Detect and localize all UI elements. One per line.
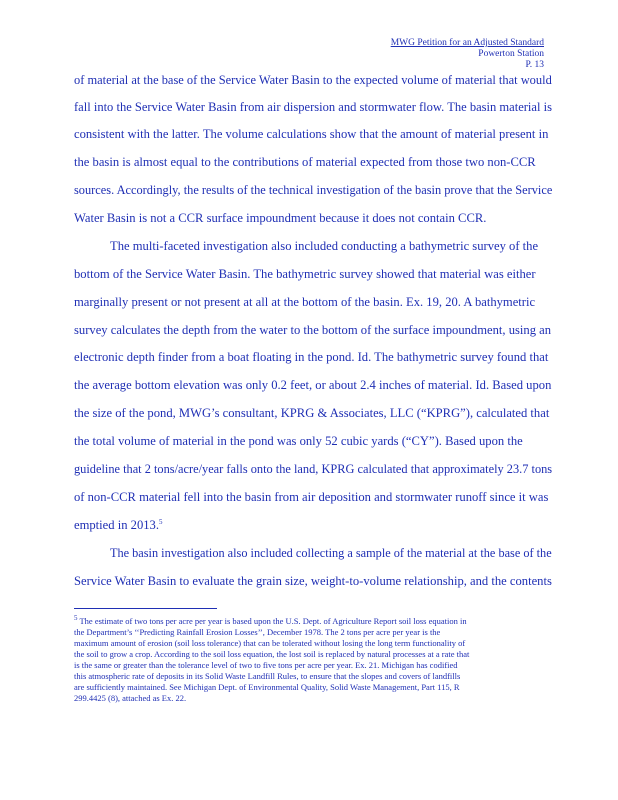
body-line: Water Basin is not a CCR surface impoundment because it does not contain CCR.	[74, 211, 487, 225]
body-line: the average bottom elevation was only 0.2 feet, or about 2.4 inches of material. Id. Based upon	[74, 378, 552, 392]
body-line: consistent with the latter. The volume calculations show that the amount of material present in	[74, 127, 549, 141]
footnote-number: 5	[74, 614, 78, 623]
body-line: the total volume of material in the pond was only 52 cubic yards (“CY”). Based upon the	[74, 434, 523, 448]
body-line: The multi-faceted investigation also included conducting a bathymetric survey of the	[110, 239, 539, 253]
body-line: survey calculates the depth from the water to the bottom of the surface impoundment, using an	[74, 323, 552, 337]
footnote-reference[interactable]: 5	[159, 517, 163, 526]
body-line: bottom of the Service Water Basin. The bathymetric survey showed that material was either	[74, 267, 536, 281]
body-line: marginally present or not present at all at the bottom of the basin. Ex. 19, 20. A bathymetric	[74, 295, 536, 309]
running-header-station: Powerton Station	[478, 49, 544, 59]
body-line: of material at the base of the Service Water Basin to the expected volume of material that would	[74, 73, 552, 87]
page-number: P. 13	[525, 60, 544, 70]
footnote-line: this atmospheric rate of deposits in its Solid Waste Landfill Rules, to ensure that the slopes and covers of landfills	[74, 671, 461, 681]
body-line: the basin is almost equal to the contributions of material expected from those two non-CCR	[74, 155, 536, 169]
footnote-separator	[74, 608, 217, 609]
footnote-line-text: The estimate of two tons per acre per year is based upon the U.S. Dept. of Agriculture Report soil loss equation in	[79, 616, 467, 626]
body-line: sources. Accordingly, the results of the technical investigation of the basin prove that the Service	[74, 183, 553, 197]
body-line: fall into the Service Water Basin from air dispersion and stormwater flow. The basin material is	[74, 100, 552, 114]
footnote-line	[74, 616, 467, 626]
body-line: electronic depth finder from a boat floating in the pond. Id. The bathymetric survey found that	[74, 350, 549, 364]
footnote-line: is the same or greater than the tolerance level of two to five tons per acre per year. Ex. 21. Michigan has codified	[74, 660, 458, 670]
body-line: of non-CCR material fell into the basin from air deposition and stormwater runoff since it was	[74, 490, 549, 504]
footnote-line: are sufficiently maintained. See Michigan Dept. of Environmental Quality, Solid Waste Management, Part 115, R	[74, 682, 460, 692]
footnote-line: the soil to grow a crop. According to the soil loss equation, the lost soil is replaced by natural processes at a rate that	[74, 649, 470, 659]
body-line: Service Water Basin to evaluate the grain size, weight-to-volume relationship, and the contents	[74, 574, 552, 588]
body-line-text: emptied in 2013.	[74, 518, 159, 532]
body-line: the size of the pond, MWG’s consultant, KPRG & Associates, LLC (“KPRG”), calculated that	[74, 406, 550, 420]
footnote-line: 299.4425 (8), attached as Ex. 22.	[74, 693, 187, 703]
running-header-title: MWG Petition for an Adjusted Standard	[390, 38, 544, 48]
body-line	[74, 518, 163, 532]
footnote-line: maximum amount of erosion (soil loss tolerance) that can be tolerated without losing the long term functionality of	[74, 638, 466, 648]
body-line: guideline that 2 tons/acre/year falls onto the land, KPRG calculated that approximately 23.7 tons	[74, 462, 553, 476]
footnote-line: the Department’s ‘‘Predicting Rainfall Erosion Losses’’, December 1978. The 2 tons per acre per year is the	[74, 627, 441, 637]
body-line: The basin investigation also included collecting a sample of the material at the base of the	[110, 546, 552, 560]
